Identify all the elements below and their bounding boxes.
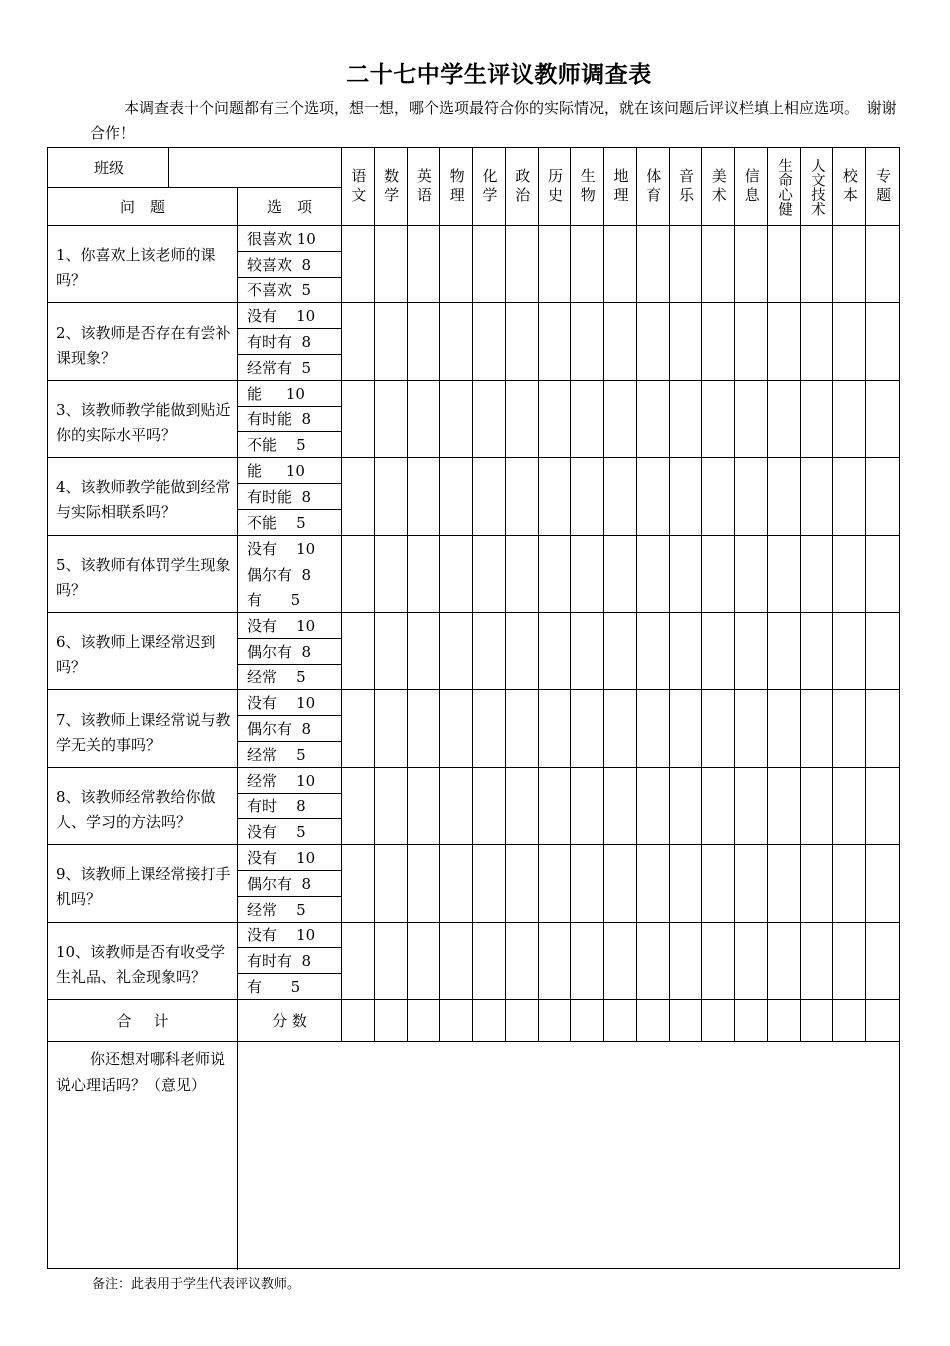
rating-cell[interactable] [375, 690, 408, 767]
rating-cell[interactable] [670, 845, 703, 922]
rating-cell[interactable] [473, 768, 506, 845]
rating-cell[interactable] [735, 845, 768, 922]
option-label: 很喜欢 10 [238, 226, 342, 252]
rating-cell[interactable] [670, 458, 703, 535]
question-text: 2、该教师是否存在有尝补课现象？ [48, 303, 238, 380]
option-label: 没有 5 [238, 819, 342, 845]
rating-cell[interactable] [342, 923, 375, 1000]
question-text: 5、该教师有体罚学生现象吗？ [48, 536, 238, 613]
rating-cell[interactable] [408, 226, 441, 303]
rating-cell[interactable] [440, 226, 473, 303]
rating-cell[interactable] [440, 613, 473, 690]
rating-cell[interactable] [670, 690, 703, 767]
option-label: 不喜欢 5 [238, 278, 342, 304]
rating-cell[interactable] [342, 536, 375, 613]
rating-cell[interactable] [768, 613, 801, 690]
rating-cell[interactable] [571, 381, 604, 458]
score-cell[interactable] [801, 1000, 834, 1042]
rating-cell[interactable] [670, 226, 703, 303]
rating-cell[interactable] [506, 458, 539, 535]
rating-cell[interactable] [473, 536, 506, 613]
rating-cell[interactable] [866, 845, 899, 922]
rating-cell[interactable] [866, 458, 899, 535]
rating-cell[interactable] [735, 613, 768, 690]
subject-header: 地理 [604, 148, 637, 226]
rating-cell[interactable] [375, 768, 408, 845]
class-label: 班级 [48, 148, 169, 188]
rating-cell[interactable] [833, 613, 866, 690]
rating-cell[interactable] [473, 458, 506, 535]
rating-cell[interactable] [833, 923, 866, 1000]
rating-cell[interactable] [768, 458, 801, 535]
option-label: 有时 8 [238, 794, 342, 820]
option-label: 经常 5 [238, 897, 342, 923]
rating-cell[interactable] [604, 226, 637, 303]
rating-cell[interactable] [506, 613, 539, 690]
rating-cell[interactable] [408, 303, 441, 380]
rating-cell[interactable] [735, 690, 768, 767]
rating-cell[interactable] [702, 536, 735, 613]
survey-table [47, 147, 900, 1269]
rating-cell[interactable] [604, 303, 637, 380]
rating-cell[interactable] [833, 303, 866, 380]
question-text: 4、该教师教学能做到经常与实际相联系吗？ [48, 458, 238, 535]
rating-cell[interactable] [833, 768, 866, 845]
rating-cell[interactable] [506, 923, 539, 1000]
option-label: 能 10 [238, 458, 342, 484]
rating-cell[interactable] [637, 536, 670, 613]
rating-cell[interactable] [833, 845, 866, 922]
rating-cell[interactable] [735, 303, 768, 380]
rating-cell[interactable] [670, 303, 703, 380]
subject-header: 人文技术 [801, 148, 834, 226]
score-cell[interactable] [735, 1000, 768, 1042]
rating-cell[interactable] [801, 923, 834, 1000]
option-label: 有时能 8 [238, 484, 342, 510]
rating-cell[interactable] [506, 381, 539, 458]
rating-cell[interactable] [833, 690, 866, 767]
subject-header: 历史 [539, 148, 572, 226]
option-label: 偶尔有 8 [238, 639, 342, 665]
rating-cell[interactable] [440, 923, 473, 1000]
rating-cell[interactable] [702, 303, 735, 380]
score-cell[interactable] [342, 1000, 375, 1042]
rating-cell[interactable] [637, 226, 670, 303]
rating-cell[interactable] [342, 303, 375, 380]
rating-cell[interactable] [801, 381, 834, 458]
rating-cell[interactable] [408, 381, 441, 458]
option-header: 选 项 [238, 188, 342, 226]
question-text: 7、该教师上课经常说与教学无关的事吗？ [48, 690, 238, 767]
rating-cell[interactable] [506, 303, 539, 380]
rating-cell[interactable] [768, 536, 801, 613]
rating-cell[interactable] [408, 768, 441, 845]
score-cell[interactable] [702, 1000, 735, 1042]
rating-cell[interactable] [473, 226, 506, 303]
option-label: 经常有 5 [238, 355, 342, 381]
rating-cell[interactable] [866, 381, 899, 458]
option-label: 没有 10 [238, 536, 342, 562]
rating-cell[interactable] [735, 536, 768, 613]
question-text: 3、该教师教学能做到贴近你的实际水平吗？ [48, 381, 238, 458]
option-label: 偶尔有 8 [238, 716, 342, 742]
option-label: 有时有 8 [238, 948, 342, 974]
rating-cell[interactable] [506, 226, 539, 303]
rating-cell[interactable] [866, 226, 899, 303]
rating-cell[interactable] [702, 226, 735, 303]
rating-cell[interactable] [539, 923, 572, 1000]
rating-cell[interactable] [637, 303, 670, 380]
rating-cell[interactable] [408, 690, 441, 767]
option-label: 没有 10 [238, 923, 342, 949]
option-label: 有 5 [238, 587, 342, 613]
rating-cell[interactable] [670, 923, 703, 1000]
rating-cell[interactable] [702, 845, 735, 922]
rating-cell[interactable] [866, 923, 899, 1000]
rating-cell[interactable] [571, 226, 604, 303]
question-text: 1、你喜欢上该老师的课吗？ [48, 226, 238, 303]
rating-cell[interactable] [833, 536, 866, 613]
rating-cell[interactable] [342, 613, 375, 690]
rating-cell[interactable] [539, 458, 572, 535]
rating-cell[interactable] [637, 768, 670, 845]
rating-cell[interactable] [375, 303, 408, 380]
rating-cell[interactable] [604, 923, 637, 1000]
option-label: 没有 10 [238, 303, 342, 329]
score-cell[interactable] [768, 1000, 801, 1042]
rating-cell[interactable] [571, 845, 604, 922]
rating-cell[interactable] [473, 613, 506, 690]
rating-cell[interactable] [539, 536, 572, 613]
rating-cell[interactable] [866, 536, 899, 613]
rating-cell[interactable] [637, 381, 670, 458]
subject-header: 生命心健 [768, 148, 801, 226]
rating-cell[interactable] [440, 768, 473, 845]
subject-header: 美术 [702, 148, 735, 226]
rating-cell[interactable] [801, 690, 834, 767]
rating-cell[interactable] [768, 768, 801, 845]
rating-cell[interactable] [375, 845, 408, 922]
option-label: 能 10 [238, 381, 342, 407]
option-label: 偶尔有 8 [238, 561, 342, 587]
subject-header: 物理 [440, 148, 473, 226]
page-title: 二十七中学生评议教师调查表 [346, 62, 652, 88]
rating-cell[interactable] [506, 536, 539, 613]
rating-cell[interactable] [473, 923, 506, 1000]
rating-cell[interactable] [342, 845, 375, 922]
rating-cell[interactable] [539, 690, 572, 767]
question-header: 问 题 [48, 188, 238, 226]
rating-cell[interactable] [473, 381, 506, 458]
score-cell[interactable] [833, 1000, 866, 1042]
option-label: 没有 10 [238, 690, 342, 716]
rating-cell[interactable] [735, 381, 768, 458]
rating-cell[interactable] [735, 458, 768, 535]
rating-cell[interactable] [375, 226, 408, 303]
option-label: 经常 10 [238, 768, 342, 794]
rating-cell[interactable] [571, 536, 604, 613]
rating-cell[interactable] [539, 845, 572, 922]
rating-cell[interactable] [702, 923, 735, 1000]
rating-cell[interactable] [539, 768, 572, 845]
score-cell[interactable] [473, 1000, 506, 1042]
rating-cell[interactable] [801, 613, 834, 690]
option-label: 偶尔有 8 [238, 871, 342, 897]
rating-cell[interactable] [768, 303, 801, 380]
rating-cell[interactable] [604, 381, 637, 458]
rating-cell[interactable] [801, 768, 834, 845]
rating-cell[interactable] [440, 690, 473, 767]
rating-cell[interactable] [768, 845, 801, 922]
score-cell[interactable] [506, 1000, 539, 1042]
rating-cell[interactable] [833, 226, 866, 303]
rating-cell[interactable] [571, 303, 604, 380]
intro-text: 本调查表十个问题都有三个选项，想一想，哪个选项最符合你的实际情况，就在该问题后评议栏填上相应选项。 谢谢合作！ [90, 99, 897, 142]
rating-cell[interactable] [866, 690, 899, 767]
rating-cell[interactable] [375, 381, 408, 458]
rating-cell[interactable] [604, 613, 637, 690]
rating-cell[interactable] [506, 768, 539, 845]
option-label: 经常 5 [238, 742, 342, 768]
rating-cell[interactable] [506, 845, 539, 922]
rating-cell[interactable] [571, 768, 604, 845]
question-text: 8、该教师经常教给你做人、学习的方法吗？ [48, 768, 238, 845]
rating-cell[interactable] [342, 458, 375, 535]
score-cell[interactable] [440, 1000, 473, 1042]
rating-cell[interactable] [408, 845, 441, 922]
rating-cell[interactable] [604, 845, 637, 922]
subject-header: 专题 [866, 148, 899, 226]
rating-cell[interactable] [833, 381, 866, 458]
option-label: 不能 5 [238, 432, 342, 458]
comment-area[interactable] [238, 1042, 899, 1270]
score-cell[interactable] [408, 1000, 441, 1042]
rating-cell[interactable] [440, 381, 473, 458]
rating-cell[interactable] [604, 690, 637, 767]
option-label: 不能 5 [238, 510, 342, 536]
rating-cell[interactable] [440, 303, 473, 380]
rating-cell[interactable] [473, 690, 506, 767]
rating-cell[interactable] [801, 303, 834, 380]
rating-cell[interactable] [637, 690, 670, 767]
rating-cell[interactable] [571, 923, 604, 1000]
rating-cell[interactable] [801, 845, 834, 922]
rating-cell[interactable] [702, 613, 735, 690]
option-label: 有时有 8 [238, 329, 342, 355]
rating-cell[interactable] [637, 458, 670, 535]
rating-cell[interactable] [866, 303, 899, 380]
rating-cell[interactable] [735, 923, 768, 1000]
rating-cell[interactable] [473, 845, 506, 922]
rating-cell[interactable] [768, 226, 801, 303]
rating-cell[interactable] [440, 845, 473, 922]
rating-cell[interactable] [637, 845, 670, 922]
rating-cell[interactable] [408, 923, 441, 1000]
rating-cell[interactable] [801, 226, 834, 303]
rating-cell[interactable] [670, 768, 703, 845]
rating-cell[interactable] [604, 536, 637, 613]
subject-header: 数学 [375, 148, 408, 226]
option-label: 较喜欢 8 [238, 252, 342, 278]
rating-cell[interactable] [670, 381, 703, 458]
rating-cell[interactable] [702, 458, 735, 535]
rating-cell[interactable] [473, 303, 506, 380]
class-input[interactable] [169, 148, 342, 188]
score-cell[interactable] [604, 1000, 637, 1042]
rating-cell[interactable] [637, 613, 670, 690]
subject-header: 信息 [735, 148, 768, 226]
rating-cell[interactable] [571, 613, 604, 690]
score-cell[interactable] [571, 1000, 604, 1042]
rating-cell[interactable] [571, 690, 604, 767]
rating-cell[interactable] [539, 613, 572, 690]
rating-cell[interactable] [571, 458, 604, 535]
rating-cell[interactable] [735, 768, 768, 845]
rating-cell[interactable] [833, 458, 866, 535]
rating-cell[interactable] [375, 458, 408, 535]
rating-cell[interactable] [604, 768, 637, 845]
rating-cell[interactable] [866, 768, 899, 845]
rating-cell[interactable] [735, 226, 768, 303]
total-label: 合计 [48, 1000, 238, 1042]
comment-prompt: 你还想对哪科老师说说心理话吗？（意见） [48, 1042, 238, 1270]
rating-cell[interactable] [342, 768, 375, 845]
option-label: 经常 5 [238, 665, 342, 691]
rating-cell[interactable] [604, 458, 637, 535]
rating-cell[interactable] [670, 536, 703, 613]
rating-cell[interactable] [637, 923, 670, 1000]
score-cell[interactable] [866, 1000, 899, 1042]
rating-cell[interactable] [440, 458, 473, 535]
option-label: 没有 10 [238, 613, 342, 639]
rating-cell[interactable] [539, 226, 572, 303]
subject-header: 英语 [408, 148, 441, 226]
subject-header: 生物 [571, 148, 604, 226]
rating-cell[interactable] [768, 690, 801, 767]
rating-cell[interactable] [866, 613, 899, 690]
subject-header: 语文 [342, 148, 375, 226]
rating-cell[interactable] [702, 768, 735, 845]
rating-cell[interactable] [768, 381, 801, 458]
question-text: 10、该教师是否有收受学生礼品、礼金现象吗？ [48, 923, 238, 1000]
option-label: 有 5 [238, 974, 342, 1000]
question-text: 9、该教师上课经常接打手机吗？ [48, 845, 238, 922]
rating-cell[interactable] [670, 613, 703, 690]
footer-note: 备注：此表用于学生代表评议教师。 [92, 1277, 301, 1292]
rating-cell[interactable] [342, 690, 375, 767]
rating-cell[interactable] [801, 536, 834, 613]
rating-cell[interactable] [342, 226, 375, 303]
subject-header: 校本 [833, 148, 866, 226]
rating-cell[interactable] [539, 381, 572, 458]
rating-cell[interactable] [408, 458, 441, 535]
subject-header: 体育 [637, 148, 670, 226]
rating-cell[interactable] [408, 613, 441, 690]
rating-cell[interactable] [768, 923, 801, 1000]
rating-cell[interactable] [506, 690, 539, 767]
score-cell[interactable] [670, 1000, 703, 1042]
rating-cell[interactable] [539, 303, 572, 380]
option-label: 没有 10 [238, 845, 342, 871]
score-label: 分 数 [238, 1000, 342, 1042]
subject-header: 化学 [473, 148, 506, 226]
score-cell[interactable] [539, 1000, 572, 1042]
rating-cell[interactable] [375, 536, 408, 613]
option-label: 有时能 8 [238, 407, 342, 433]
rating-cell[interactable] [702, 381, 735, 458]
rating-cell[interactable] [375, 613, 408, 690]
rating-cell[interactable] [801, 458, 834, 535]
subject-header: 政治 [506, 148, 539, 226]
question-text: 6、该教师上课经常迟到吗？ [48, 613, 238, 690]
rating-cell[interactable] [440, 536, 473, 613]
rating-cell[interactable] [702, 690, 735, 767]
rating-cell[interactable] [375, 923, 408, 1000]
score-cell[interactable] [637, 1000, 670, 1042]
rating-cell[interactable] [408, 536, 441, 613]
rating-cell[interactable] [342, 381, 375, 458]
subject-header: 音乐 [670, 148, 703, 226]
score-cell[interactable] [375, 1000, 408, 1042]
